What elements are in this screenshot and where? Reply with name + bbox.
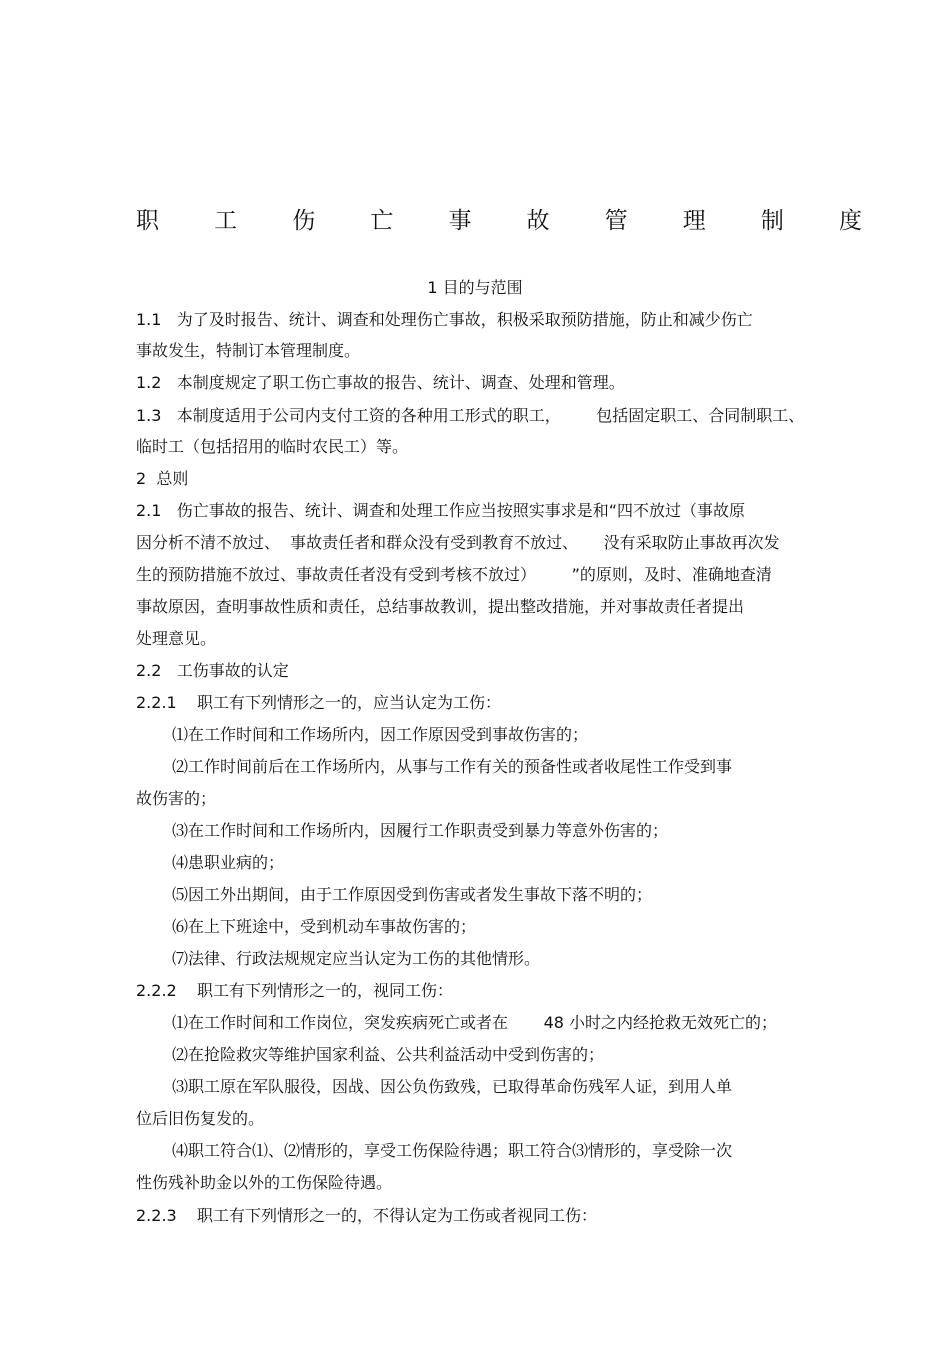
text-line: 1.1 为了及时报告、统计、调查和处理伤亡事故，积极采取预防措施，防止和减少伤亡: [136, 310, 753, 329]
text-line: 事故原因，查明事故性质和责任，总结事故教训，提出整改措施，并对事故责任者提出: [136, 597, 745, 616]
list-item: ⑴在工作时间和工作岗位，突发疾病死亡或者在 48 小时之内经抢救无效死亡的；: [172, 1013, 778, 1032]
text-line: 2.2.1 职工有下列情形之一的，应当认定为工伤：: [136, 693, 502, 712]
list-item: ⑷患职业病的；: [172, 853, 285, 872]
list-item: ⑶在工作时间和工作场所内，因履行工作职责受到暴力等意外伤害的；: [172, 821, 669, 840]
list-item: ⑵工作时间前后在工作场所内，从事与工作有关的预备性或者收尾性工作受到事: [172, 757, 733, 776]
text-line: 1.3 本制度适用于公司内支付工资的各种用工形式的职工， 包括固定职工、合同制职工、: [136, 406, 805, 425]
text-line: 2.2.3 职工有下列情形之一的，不得认定为工伤或者视同工伤：: [136, 1206, 598, 1225]
list-item: ⑹在上下班途中，受到机动车事故伤害的；: [172, 917, 477, 936]
text-line: 事故发生，特制订本管理制度。: [136, 341, 361, 360]
text-line: 性伤残补助金以外的工伤保险待遇。: [136, 1173, 393, 1192]
text-line: 因分析不清不放过、 事故责任者和群众没有受到教育不放过、 没有采取防止事故再次发: [136, 533, 780, 552]
text-line: 处理意见。: [136, 629, 217, 648]
section-heading: 1 目的与范围: [427, 278, 523, 297]
title-char: 制: [760, 208, 784, 234]
title-char: 工: [214, 208, 238, 234]
text-line: 位后旧伤复发的。: [136, 1109, 265, 1128]
title-char: 度: [838, 208, 862, 234]
list-item: ⑷职工符合⑴、⑵情形的，享受工伤保险待遇；职工符合⑶情形的，享受除一次: [172, 1141, 733, 1160]
title-char: 事: [448, 208, 472, 234]
text-line: 2.1 伤亡事故的报告、统计、调查和处理工作应当按照实事求是和“四不放过（事故原: [136, 501, 745, 520]
title-char: 亡: [370, 208, 394, 234]
list-item: ⑸因工外出期间，由于工作原因受到伤害或者发生事故下落不明的；: [172, 885, 653, 904]
title-char: 理: [682, 208, 706, 234]
title-char: 故: [526, 208, 550, 234]
list-item: ⑵在抢险救灾等维护国家利益、公共利益活动中受到伤害的；: [172, 1045, 605, 1064]
text-line: 2.2 工伤事故的认定: [136, 661, 289, 680]
list-item: ⑶职工原在军队服役，因战、因公负伤致残，已取得革命伤残军人证，到用人单: [172, 1077, 733, 1096]
section-heading: 2 总则: [136, 469, 189, 488]
title-char: 职: [136, 208, 159, 234]
document-title: [136, 205, 862, 237]
list-item: ⑺法律、行政法规规定应当认定为工伤的其他情形。: [172, 949, 541, 968]
text-line: 故伤害的；: [136, 789, 217, 808]
title-char: 管: [604, 208, 628, 234]
text-line: 1.2 本制度规定了职工伤亡事故的报告、统计、调查、处理和管理。: [136, 373, 625, 392]
text-line: 2.2.2 职工有下列情形之一的，视同工伤：: [136, 981, 454, 1000]
text-line: 生的预防措施不放过、事故责任者没有受到考核不放过） ”的原则，及时、准确地查清: [136, 565, 772, 584]
text-line: 临时工（包括招用的临时农民工）等。: [136, 437, 409, 456]
title-char: 伤: [292, 208, 316, 234]
list-item: ⑴在工作时间和工作场所内，因工作原因受到事故伤害的；: [172, 725, 589, 744]
